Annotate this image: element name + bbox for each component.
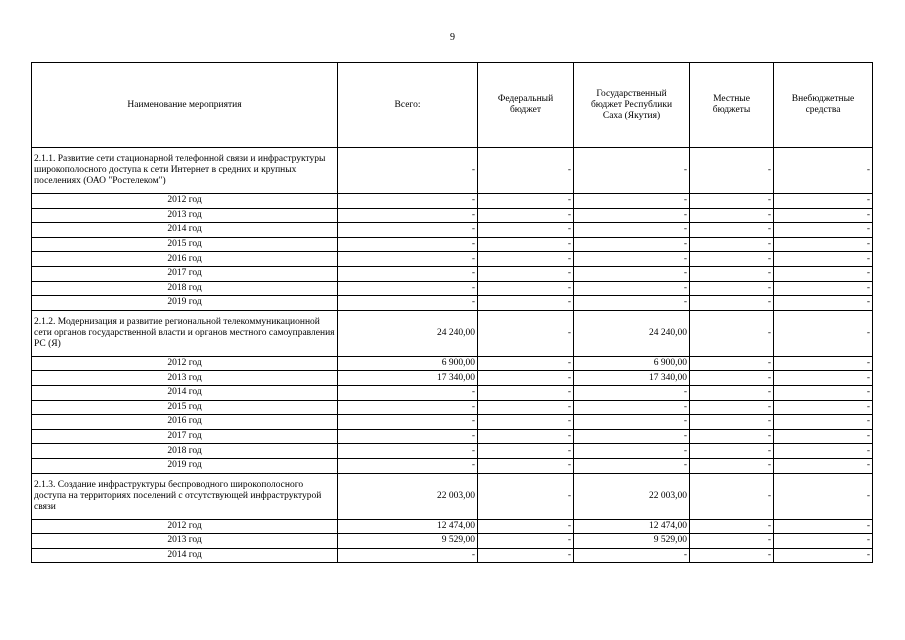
cell-federal: - [478,534,574,549]
year-row [32,237,873,252]
cell-local: - [690,429,774,444]
cell-extrabudgetary: - [774,296,873,311]
cell-activity-name: 2019 год [32,458,338,473]
cell-federal: - [478,237,574,252]
cell-extrabudgetary: - [774,194,873,209]
year-row [32,252,873,267]
cell-activity-name: 2013 год [32,371,338,386]
cell-activity-name: 2016 год [32,252,338,267]
cell-state: - [574,252,690,267]
cell-local: - [690,237,774,252]
cell-extrabudgetary: - [774,371,873,386]
cell-activity-name: 2018 год [32,444,338,459]
cell-total: - [338,385,478,400]
cell-local: - [690,266,774,281]
cell-extrabudgetary: - [774,548,873,563]
year-row [32,400,873,415]
cell-federal: - [478,385,574,400]
cell-federal: - [478,400,574,415]
cell-total: - [338,194,478,209]
cell-state: 9 529,00 [574,534,690,549]
cell-activity-name: 2012 год [32,519,338,534]
cell-federal: - [478,194,574,209]
cell-activity-name: 2014 год [32,223,338,238]
activity-row [32,148,873,194]
cell-state: 12 474,00 [574,519,690,534]
cell-total: 6 900,00 [338,356,478,371]
cell-local: - [690,473,774,519]
cell-extrabudgetary: - [774,415,873,430]
cell-federal: - [478,473,574,519]
cell-state: - [574,223,690,238]
cell-extrabudgetary: - [774,252,873,267]
cell-extrabudgetary: - [774,356,873,371]
cell-activity-name: 2018 год [32,281,338,296]
cell-local: - [690,548,774,563]
cell-total: - [338,296,478,311]
header-state-budget: Государственный бюджет Республики Саха (Якутия) [574,63,690,148]
cell-total: 17 340,00 [338,371,478,386]
cell-local: - [690,296,774,311]
cell-extrabudgetary: - [774,385,873,400]
header-activity-name: Наименование мероприятия [32,63,338,148]
cell-federal: - [478,223,574,238]
cell-total: - [338,444,478,459]
header-local-budgets: Местные бюджеты [690,63,774,148]
cell-extrabudgetary: - [774,534,873,549]
cell-activity-name: 2019 год [32,296,338,311]
cell-extrabudgetary: - [774,266,873,281]
cell-activity-name: 2015 год [32,237,338,252]
year-row [32,534,873,549]
cell-federal: - [478,266,574,281]
cell-state: - [574,415,690,430]
cell-activity-name: 2014 год [32,548,338,563]
page-number: 9 [450,32,455,43]
cell-local: - [690,534,774,549]
cell-activity-name: 2.1.3. Создание инфраструктуры беспроводного широкополосного доступа на территориях поселений с отсутствующей инфраструктурой связи [32,473,338,519]
cell-federal: - [478,252,574,267]
cell-state: - [574,237,690,252]
year-row [32,458,873,473]
cell-total: - [338,223,478,238]
year-row [32,281,873,296]
cell-total: - [338,415,478,430]
cell-federal: - [478,281,574,296]
cell-local: - [690,519,774,534]
cell-extrabudgetary: - [774,519,873,534]
header-federal-budget: Федеральный бюджет [478,63,574,148]
cell-total: - [338,266,478,281]
cell-total: - [338,400,478,415]
cell-extrabudgetary: - [774,444,873,459]
cell-federal: - [478,356,574,371]
cell-activity-name: 2016 год [32,415,338,430]
cell-activity-name: 2013 год [32,208,338,223]
year-row [32,356,873,371]
cell-extrabudgetary: - [774,458,873,473]
cell-federal: - [478,415,574,430]
cell-local: - [690,208,774,223]
year-row [32,371,873,386]
year-row [32,266,873,281]
year-row [32,223,873,238]
cell-state: - [574,385,690,400]
cell-state: - [574,296,690,311]
year-row [32,296,873,311]
cell-federal: - [478,444,574,459]
cell-extrabudgetary: - [774,310,873,356]
cell-state: - [574,194,690,209]
cell-extrabudgetary: - [774,429,873,444]
cell-state: 17 340,00 [574,371,690,386]
cell-local: - [690,356,774,371]
cell-extrabudgetary: - [774,237,873,252]
year-row [32,519,873,534]
cell-total: - [338,429,478,444]
table-body [32,148,873,563]
cell-total: 12 474,00 [338,519,478,534]
year-row [32,429,873,444]
cell-extrabudgetary: - [774,208,873,223]
cell-total: - [338,237,478,252]
cell-total: 9 529,00 [338,534,478,549]
cell-total: 24 240,00 [338,310,478,356]
cell-local: - [690,148,774,194]
cell-total: - [338,548,478,563]
cell-activity-name: 2017 год [32,266,338,281]
cell-local: - [690,223,774,238]
year-row [32,385,873,400]
cell-activity-name: 2.1.1. Развитие сети стационарной телефонной связи и инфраструктуры широкополосного доступа к сети Интернет в средних и крупных поселениях (ОАО "Ростелеком") [32,148,338,194]
cell-federal: - [478,296,574,311]
cell-activity-name: 2013 год [32,534,338,549]
cell-local: - [690,371,774,386]
budget-table [31,62,873,563]
year-row [32,208,873,223]
cell-activity-name: 2014 год [32,385,338,400]
cell-state: - [574,548,690,563]
cell-local: - [690,385,774,400]
cell-federal: - [478,371,574,386]
year-row [32,548,873,563]
cell-federal: - [478,519,574,534]
cell-local: - [690,281,774,296]
header-row [32,63,873,148]
cell-state: - [574,429,690,444]
cell-local: - [690,444,774,459]
year-row [32,194,873,209]
cell-state: - [574,281,690,296]
cell-total: - [338,458,478,473]
cell-local: - [690,194,774,209]
cell-total: - [338,148,478,194]
cell-federal: - [478,310,574,356]
year-row [32,415,873,430]
cell-total: - [338,208,478,223]
cell-activity-name: 2.1.2. Модернизация и развитие региональной телекоммуникационной сети органов государственной власти и органов местного самоуправления РС (Я) [32,310,338,356]
cell-total: 22 003,00 [338,473,478,519]
year-row [32,444,873,459]
cell-extrabudgetary: - [774,473,873,519]
cell-state: 24 240,00 [574,310,690,356]
cell-local: - [690,252,774,267]
cell-extrabudgetary: - [774,281,873,296]
cell-total: - [338,281,478,296]
cell-federal: - [478,208,574,223]
cell-state: 22 003,00 [574,473,690,519]
cell-local: - [690,415,774,430]
cell-total: - [338,252,478,267]
cell-local: - [690,310,774,356]
cell-extrabudgetary: - [774,400,873,415]
header-total: Всего: [338,63,478,148]
cell-federal: - [478,148,574,194]
cell-state: - [574,444,690,459]
cell-activity-name: 2012 год [32,194,338,209]
cell-activity-name: 2017 год [32,429,338,444]
cell-extrabudgetary: - [774,148,873,194]
cell-federal: - [478,548,574,563]
cell-state: - [574,458,690,473]
cell-state: - [574,148,690,194]
cell-activity-name: 2012 год [32,356,338,371]
activity-row [32,473,873,519]
cell-state: 6 900,00 [574,356,690,371]
cell-federal: - [478,429,574,444]
activity-row [32,310,873,356]
cell-extrabudgetary: - [774,223,873,238]
cell-local: - [690,458,774,473]
cell-state: - [574,208,690,223]
header-extrabudgetary: Внебюджетные средства [774,63,873,148]
cell-state: - [574,266,690,281]
cell-federal: - [478,458,574,473]
cell-local: - [690,400,774,415]
cell-activity-name: 2015 год [32,400,338,415]
cell-state: - [574,400,690,415]
